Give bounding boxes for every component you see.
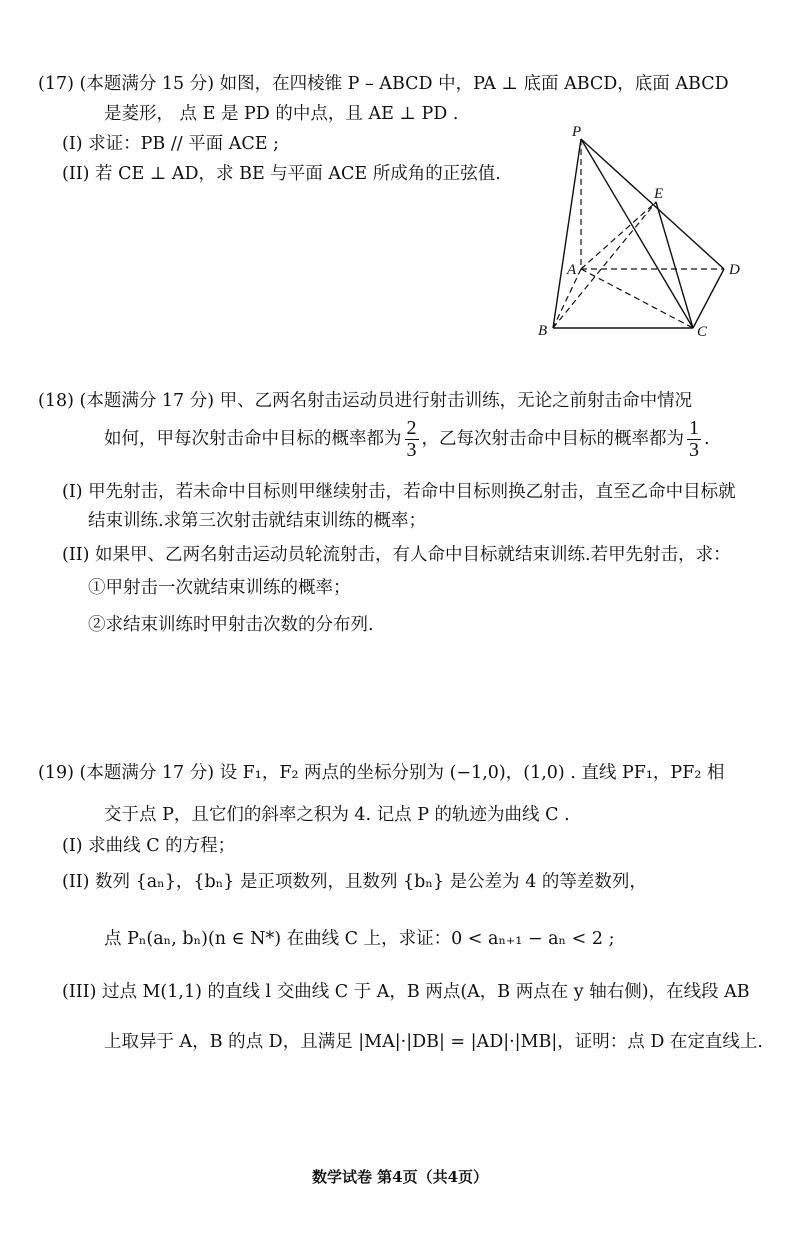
label-D: D [729,262,740,278]
q17-part2: (II) 若 CE ⊥ AD，求 BE 与平面 ACE 所成角的正弦值. [62,164,501,184]
q18-part1-line1: (I) 甲先射击，若未命中目标则甲继续射击，若命中目标则换乙射击，直至乙命中目标就 [62,482,736,502]
q18-stem-text-b: ，乙每次射击命中目标的概率都为 [421,429,684,449]
q17-stem-line1: (17) (本题满分 15 分) 如图，在四棱锥 P – ABCD 中，PA ⊥ 底面 ABCD，底面 ABCD [38,74,729,94]
q17-stem-line2: 是菱形， 点 E 是 PD 的中点，且 AE ⊥ PD . [104,104,459,124]
q19-stem-line2: 交于点 P，且它们的斜率之积为 4. 记点 P 的轨迹为曲线 C . [104,805,570,825]
q18-stem-text-a: 如何，甲每次射击命中目标的概率都为 [104,429,402,449]
fraction-numerator: 1 [689,417,699,439]
fraction-one-third [687,418,701,461]
q18-part2-sub1: ①甲射击一次就结束训练的概率； [88,578,351,598]
page-footer: 数学试卷 第4页（共4页） [311,1168,489,1186]
fraction-denominator: 3 [406,439,417,461]
q17-part1: (I) 求证：PB // 平面 ACE ; [62,134,280,154]
fraction-denominator: 3 [689,439,699,461]
fraction-numerator: 2 [406,417,417,439]
q18-stem-line1: (18) (本题满分 17 分) 甲、乙两名射击运动员进行射击训练，无论之前射击命中情况 [38,391,693,411]
q19-part3-line2: 上取异于 A，B 的点 D，且满足 |MA|·|DB| = |AD|·|MB|，证明：点 D 在定直线上. [104,1032,763,1052]
q19-part2: (II) 数列 {aₙ}，{bₙ} 是正项数列，且数列 {bₙ} 是公差为 4 的等差数列， [62,872,647,892]
q17-pyramid-figure [530,122,760,342]
label-E: E [654,186,664,202]
label-A: A [567,262,577,278]
q18-part1-line2: 结束训练.求第三次射击就结束训练的概率； [88,511,427,531]
q18-stem-text-c: . [704,429,710,449]
q19-stem-line1: (19) (本题满分 17 分) 设 F₁，F₂ 两点的坐标分别为 (−1,0)，(1,0) . 直线 PF₁，PF₂ 相 [38,763,725,783]
label-B: B [538,323,548,339]
q18-part2-sub2: ②求结束训练时甲射击次数的分布列. [88,615,374,635]
q19-part1: (I) 求曲线 C 的方程； [62,836,236,856]
fraction-two-thirds [405,418,419,461]
q19-part3: (III) 过点 M(1,1) 的直线 l 交曲线 C 于 A，B 两点(A，B 两点在 y 轴右侧)，在线段 AB [62,982,750,1002]
q19-part2-line2: 点 Pₙ(aₙ, bₙ)(n ∈ N*) 在曲线 C 上，求证：0 < aₙ₊₁ − aₙ < 2 ; [104,929,615,949]
label-P: P [572,124,582,140]
q18-stem-line2 [104,418,710,461]
q18-part2: (II) 如果甲、乙两名射击运动员轮流射击，有人命中目标就结束训练.若甲先射击，求： [62,545,731,565]
label-C: C [697,324,708,340]
